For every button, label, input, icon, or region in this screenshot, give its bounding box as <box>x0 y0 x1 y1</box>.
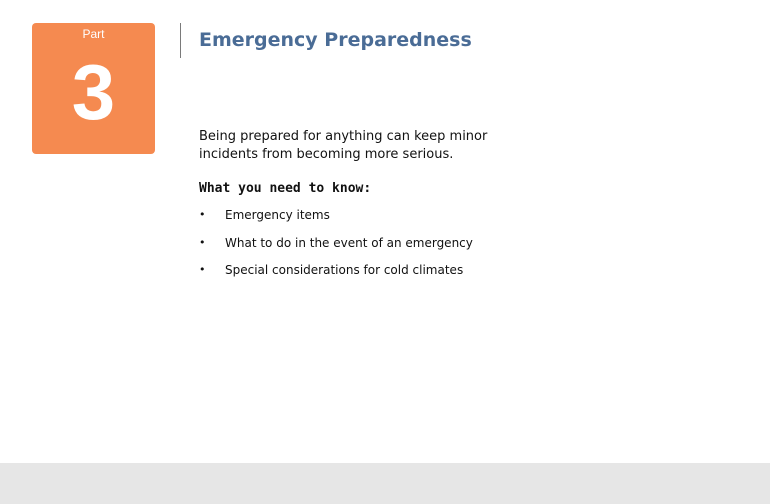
bullet-icon: • <box>199 235 206 249</box>
intro-line-1: Being prepared for anything can keep minor <box>199 129 488 144</box>
bottom-bar <box>0 463 770 504</box>
intro-line-2: incidents from becoming more serious. <box>199 147 454 162</box>
bullet-text: Emergency items <box>225 208 330 222</box>
part-badge <box>32 23 155 154</box>
need-to-know-heading: What you need to know: <box>199 181 372 196</box>
bullet-text: What to do in the event of an emergency <box>225 235 473 250</box>
page-title: Emergency Preparedness <box>199 29 472 51</box>
intro-paragraph <box>199 128 499 164</box>
bullet-icon: • <box>199 208 206 221</box>
bullet-text: Special considerations for cold climates <box>225 263 464 277</box>
part-label: Part <box>82 27 105 41</box>
part-number: 3 <box>71 48 116 136</box>
title-divider <box>180 23 181 58</box>
bullet-icon: • <box>199 263 206 276</box>
